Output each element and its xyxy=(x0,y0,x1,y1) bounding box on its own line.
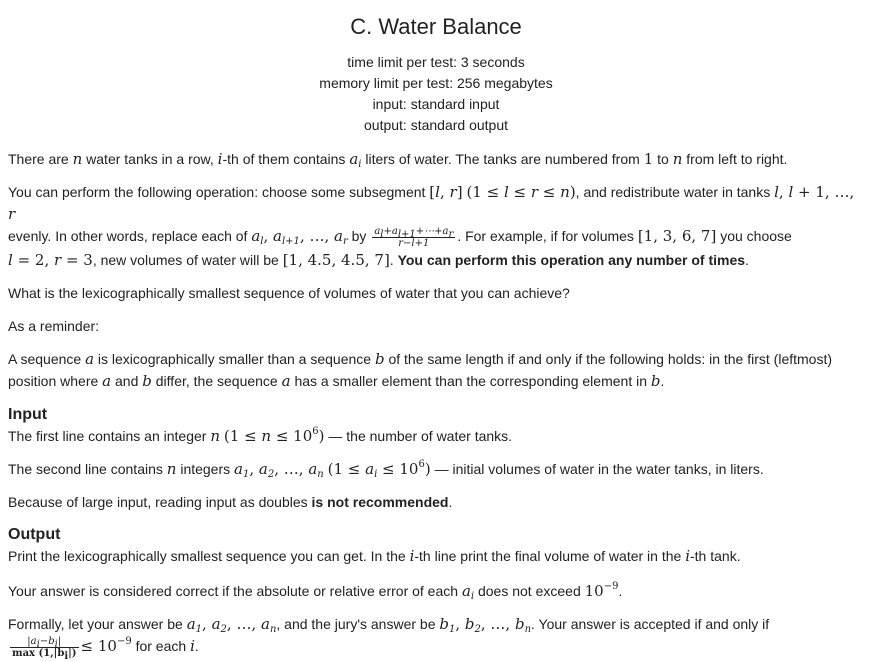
problem-header xyxy=(8,0,864,136)
input-file: input: standard input xyxy=(372,96,500,113)
problem-title: C. Water Balance xyxy=(350,14,522,39)
input-line-3: Because of large input, reading input as doubles is not recommended. xyxy=(8,494,453,511)
statement-paragraph-2: You can perform the following operation: choose some subsegment [l, r] (1 ≤ l ≤ r ≤ n), and redistribute water in tanks l, l + 1, …, r evenly. In other words, replace each of $a_l$, $a_{l+1}$, …, $a_r$ by $\frac{a_l+a_{l+1}+\cdots+a_r}{r-l+1}$ . For example, if for volumes [1, 3, 6, 7] you choose l = 2, r = 3, new volumes of water will be [1, 4.5, 4.5, 7]. You can perform this operation any number of times. xyxy=(8,183,855,270)
relative-error-fraction: $\frac{|a_i-b_i|}{\max (1,|b_i|)}$ xyxy=(12,635,77,662)
output-line-3: Formally, let your answer be $a_1$, $a_2$, …, $a_n$, and the jury's answer be $b_1$, $b_2$, …, $b_n$. Your answer is accepted if and only if xyxy=(8,615,770,636)
statement-paragraph-3: What is the lexicographically smallest sequence of volumes of water that you can achieve? xyxy=(8,285,570,302)
statement-paragraph-1: There are n water tanks in a row, i-th of them contains $a_i$ liters of water. The tanks are numbered from 1 to n from left to right. xyxy=(8,150,788,171)
input-section xyxy=(8,405,864,513)
output-file: output: standard output xyxy=(364,117,508,134)
memory-limit: memory limit per test: 256 megabytes xyxy=(319,75,553,92)
output-heading: Output xyxy=(8,526,61,544)
problem-statement xyxy=(8,148,864,392)
output-line-2: Your answer is considered correct if the absolute or relative error of each $a_i$ does not exceed $10^{-9}$. xyxy=(8,581,623,603)
input-line-2: The second line contains n integers $a_1$, $a_2$, …, $a_n$ $(1 \le a_i \le 10^6)$ — initial volumes of water in the water tanks, in liters. xyxy=(8,459,764,481)
output-section xyxy=(8,525,864,662)
output-line-4: $\frac{|a_i-b_i|}{\max (1,|b_i|)}$ ≤ $10^{-9}$ for each i. xyxy=(12,635,199,662)
statement-paragraph-4: As a reminder: xyxy=(8,318,100,335)
operation-emphasis: You can perform this operation any number of times xyxy=(397,252,746,269)
time-limit: time limit per test: 3 seconds xyxy=(347,54,525,71)
input-heading: Input xyxy=(8,406,48,424)
average-fraction: $\frac{a_l+a_{l+1}+\cdots+a_r}{r-l+1}$ xyxy=(374,226,454,250)
input-line-1: The first line contains an integer n $(1 \le n \le 10^6)$ — the number of water tanks. xyxy=(8,426,513,446)
output-line-1: Print the lexicographically smallest sequence you can get. In the i-th line print the final volume of water in the i-th tank. xyxy=(8,547,741,566)
statement-paragraph-5: A sequence a is lexicographically smaller than a sequence b of the same length if and only if the following holds: in the first (leftmost) position where a and b differ, the sequence a has a smaller element than the corresponding element in b. xyxy=(8,350,833,391)
